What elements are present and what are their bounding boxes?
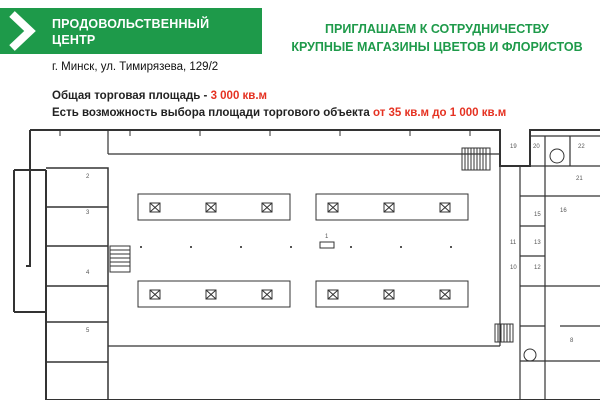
chevron-right-icon	[0, 8, 48, 54]
staircase-left	[110, 246, 130, 272]
room-label: 10	[510, 265, 517, 271]
header-banner	[0, 8, 262, 54]
room-label: 5	[86, 328, 90, 334]
room-label: 15	[534, 212, 541, 218]
area-choice-line	[52, 107, 506, 119]
floor-plan	[0, 126, 600, 400]
counter-block	[138, 281, 290, 307]
staircase-bottom	[495, 324, 513, 342]
banner-title	[52, 16, 257, 48]
banner-title-line2: ЦЕНТР	[52, 33, 96, 47]
address-text: г. Минск, ул. Тимирязева, 129/2	[52, 61, 219, 73]
banner-title-line1: ПРОДОВОЛЬСТВЕННЫЙ	[52, 17, 210, 31]
invitation-heading	[262, 20, 600, 56]
total-area-label: Общая торговая площадь -	[52, 90, 211, 102]
room-label: 19	[510, 144, 517, 150]
central-marker	[320, 242, 334, 248]
room-label: 8	[570, 338, 574, 344]
room-label: 2	[86, 174, 90, 180]
room-label: 20	[533, 144, 540, 150]
counter-block	[316, 281, 468, 307]
hall-wall	[108, 130, 500, 346]
inner-wall	[46, 168, 108, 400]
room-label: 22	[578, 144, 585, 150]
room-label: 13	[534, 240, 541, 246]
room-label: 11	[510, 240, 517, 246]
room-label: 12	[534, 265, 541, 271]
room-label: 4	[86, 270, 90, 276]
staircase-top	[462, 148, 490, 170]
total-area-value: 3 000 кв.м	[210, 90, 268, 102]
invitation-line1: ПРИГЛАШАЕМ К СОТРУДНИЧЕСТВУ	[325, 22, 549, 36]
invitation-line2: КРУПНЫЕ МАГАЗИНЫ ЦВЕТОВ И ФЛОРИСТОВ	[291, 40, 583, 54]
area-choice-value: от 35 кв.м до 1 000 кв.м	[372, 107, 507, 119]
counter-block	[316, 194, 468, 220]
room-label: 1	[325, 234, 329, 240]
total-area-line	[52, 90, 267, 102]
area-choice-label: Есть возможность выбора площади торгового объекта	[52, 107, 373, 119]
room-label: 3	[86, 210, 90, 216]
room-label: 16	[560, 208, 567, 214]
room-label: 21	[576, 176, 583, 182]
columns	[140, 246, 452, 248]
counter-block	[138, 194, 290, 220]
